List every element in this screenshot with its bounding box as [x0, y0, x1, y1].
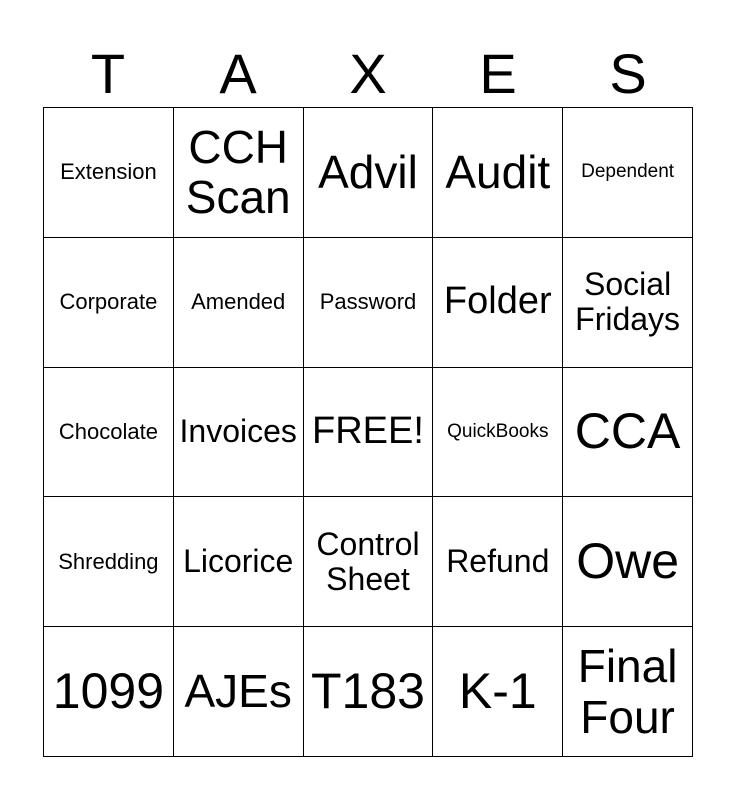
bingo-cell[interactable] [433, 627, 563, 757]
cell-label: Invoices [179, 413, 297, 450]
bingo-cell[interactable] [44, 108, 174, 238]
cell-label: Amended [191, 289, 286, 315]
header-letter-e: E [479, 42, 517, 105]
cell-label: T183 [311, 663, 425, 720]
cell-label: CCA [574, 403, 681, 460]
bingo-cell[interactable] [304, 108, 434, 238]
bingo-cell[interactable] [433, 497, 563, 627]
bingo-cell[interactable] [174, 497, 304, 627]
bingo-cell[interactable] [563, 368, 693, 498]
bingo-cell[interactable] [433, 238, 563, 368]
bingo-cell[interactable] [563, 627, 693, 757]
bingo-cell[interactable] [563, 497, 693, 627]
cell-label: FREE! [312, 410, 424, 453]
bingo-cell[interactable] [563, 238, 693, 368]
cell-label: Refund [446, 543, 550, 580]
cell-label: Dependent [581, 160, 675, 182]
bingo-cell[interactable] [174, 108, 304, 238]
bingo-cell[interactable] [44, 627, 174, 757]
cell-label: Chocolate [58, 418, 158, 444]
bingo-cell[interactable] [44, 238, 174, 368]
cell-label: 1099 [52, 663, 165, 720]
cell-label: Advil [318, 146, 418, 199]
bingo-cell[interactable] [433, 108, 563, 238]
bingo-cell[interactable] [433, 368, 563, 498]
cell-label: CCH Scan [185, 120, 291, 224]
cell-label: Social Fridays [575, 266, 681, 338]
bingo-header [43, 40, 693, 108]
cell-label: Shredding [58, 548, 159, 574]
bingo-cell[interactable] [563, 108, 693, 238]
cell-label: Control Sheet [316, 525, 420, 597]
bingo-cell[interactable] [174, 238, 304, 368]
header-letter-t: T [90, 42, 126, 105]
bingo-cell[interactable] [304, 497, 434, 627]
header-letter-a: A [219, 42, 257, 105]
cell-label: Folder [443, 280, 552, 323]
header-letter-s: S [609, 42, 647, 105]
cell-label: Owe [576, 533, 679, 590]
cell-label: K-1 [458, 663, 537, 720]
bingo-cell[interactable] [174, 368, 304, 498]
cell-label: QuickBooks [447, 420, 549, 442]
cell-label: AJEs [184, 665, 292, 718]
cell-label: Password [319, 289, 417, 315]
cell-label: Audit [445, 146, 551, 199]
cell-label: Final Four [577, 640, 678, 743]
free-space[interactable] [304, 368, 434, 498]
bingo-cell[interactable] [44, 368, 174, 498]
header-letter-x: X [349, 42, 387, 105]
cell-label: Extension [60, 159, 157, 185]
bingo-cell[interactable] [304, 238, 434, 368]
cell-label: Corporate [59, 289, 158, 315]
bingo-board [43, 107, 693, 757]
bingo-cell[interactable] [174, 627, 304, 757]
bingo-cell[interactable] [44, 497, 174, 627]
bingo-cell[interactable] [304, 627, 434, 757]
cell-label: Licorice [183, 543, 294, 580]
